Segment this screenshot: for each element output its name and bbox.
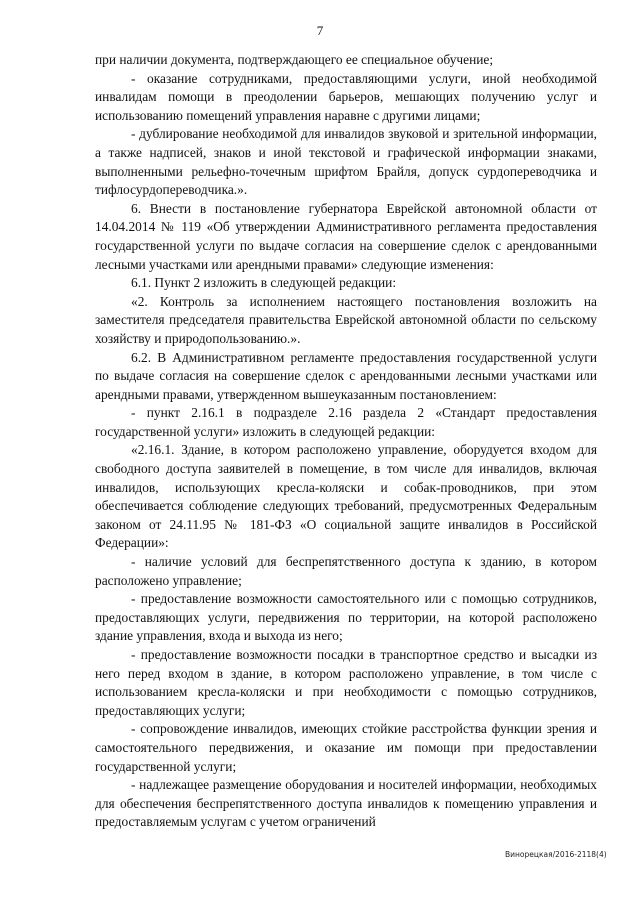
- paragraph: при наличии документа, подтверждающего ее специальное обучение;: [95, 52, 494, 67]
- paragraph: - дублирование необходимой для инвалидов звуковой и зрительной информации, а также надписей, знаков и иной текстовой и графической информации знаками, выполненными рельефно-точечным шрифтом Брайля, допуск сурдопереводчика и тифлосурдопереводчика.».: [95, 126, 597, 198]
- paragraph: «2. Контроль за исполнением настоящего постановления возложить на заместителя председателя правительства Еврейской автономной области по сельскому хозяйству и природопользованию.».: [95, 293, 597, 346]
- paragraph: - оказание сотрудниками, предоставляющими услуги, иной необходимой инвалидам помощи в преодолении барьеров, мешающих получению услуг и использованию помещений управления наравне с другими лицами;: [95, 70, 597, 123]
- paragraph: - сопровождение инвалидов, имеющих стойкие расстройства функции зрения и самостоятельного передвижения, и оказание им помощи при предоставлении государственной услуги;: [95, 721, 597, 774]
- document-body: [95, 51, 597, 832]
- paragraph: - предоставление возможности посадки в транспортное средство и высадки из него перед входом в здание, в котором расположено управление, в том числе с использованием кресла-коляски и при необходимости с помощью сотрудников, предоставляющих услуги;: [95, 647, 597, 718]
- paragraph: - пункт 2.16.1 в подразделе 2.16 раздела 2 «Стандарт предоставления государственной услуги» изложить в следующей редакции:: [95, 405, 597, 439]
- paragraph: - надлежащее размещение оборудования и носителей информации, необходимых для обеспечения беспрепятственного доступа инвалидов к помещению управления и предоставляемым услугам с учетом ограничений: [95, 777, 597, 830]
- paragraph: 6.1. Пункт 2 изложить в следующей редакции:: [131, 275, 397, 291]
- page-number: 7: [316, 23, 324, 38]
- paragraph: 6. Внести в постановление губернатора Еврейской автономной области от 14.04.2014 № 119 «Об утверждении Административного регламента предоставления государственной услуги по выдаче согласия на совершение сделок с арендованными лесными участками или арендными правами» следующие изменения:: [95, 200, 597, 272]
- footer-reference: Винорецкая/2016-2118(4): [505, 850, 607, 859]
- paragraph: 6.2. В Административном регламенте предоставления государственной услуги по выдаче согласия на совершение сделок с арендованными лесными участками или арендными правами, утвержденном вышеуказанным постановлением:: [95, 349, 597, 402]
- paragraph: - предоставление возможности самостоятельного или с помощью сотрудников, предоставляющих услуги, передвижения по территории, на которой расположено здание управления, входа и выхода из него;: [95, 591, 597, 644]
- paragraph: - наличие условий для беспрепятственного доступа к зданию, в котором расположено управление;: [95, 554, 597, 588]
- paragraph: «2.16.1. Здание, в котором расположено управление, оборудуется входом для свободного доступа заявителей в помещение, в том числе для инвалидов, включая инвалидов, использующих кресла-коляски и собак-проводников, при этом обеспечивается соблюдение следующих требований, предусмотренных Федеральным законом от 24.11.95 № 181-ФЗ «О социальной защите инвалидов в Российской Федерации»:: [95, 442, 597, 551]
